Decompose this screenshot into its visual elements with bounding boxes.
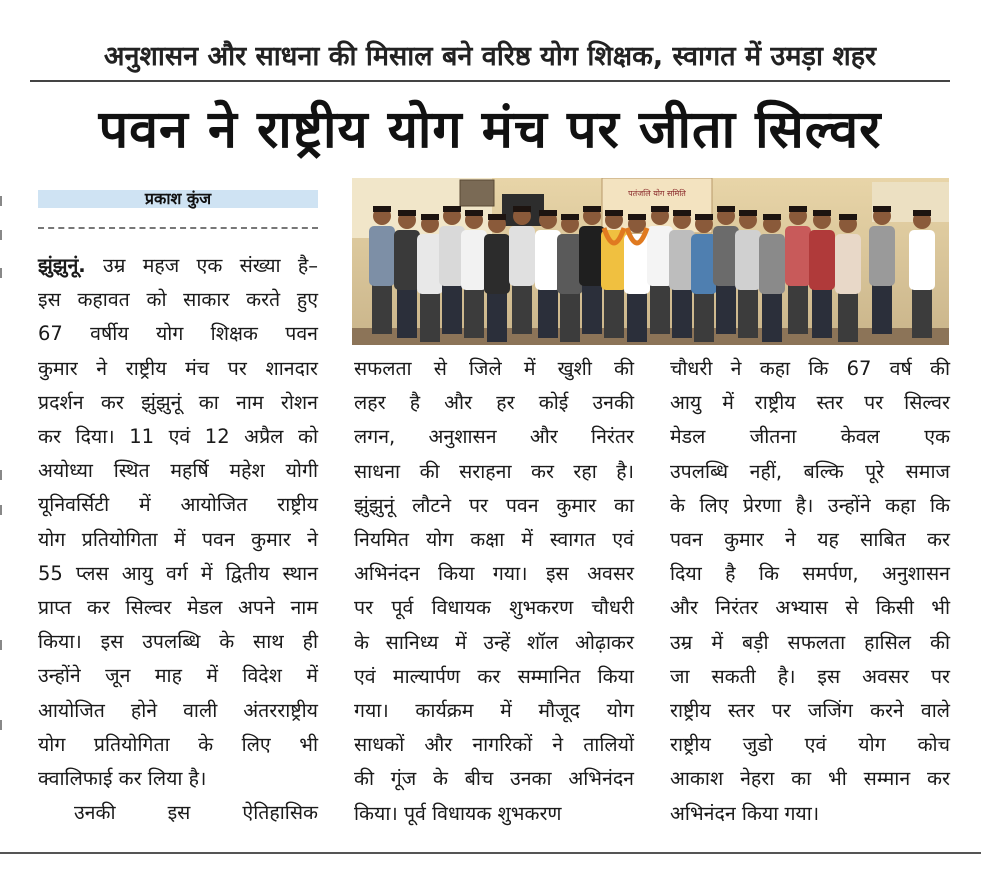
article-line: की गूंज के बीच उनका अभिनंदन	[354, 767, 634, 791]
article-line	[38, 694, 318, 728]
article-line	[38, 420, 318, 454]
article-text: कर दिया। 11 एवं 12 अप्रैल को	[38, 425, 318, 448]
margin-mark	[0, 196, 2, 206]
article-headline: पवन ने राष्ट्रीय योग मंच पर जीता सिल्वर	[98, 100, 882, 160]
margin-mark	[0, 505, 2, 515]
article-line: नियमित योग कक्षा में स्वागत एवं	[354, 528, 634, 551]
article-line: दिया है कि समर्पण, अनुशासन	[670, 562, 950, 586]
article-text: किया। इस उपलब्धि के साथ ही	[38, 630, 318, 654]
article-line: गया। कार्यक्रम में मौजूद योग	[354, 699, 634, 722]
kicker-divider	[30, 80, 950, 82]
article-line: जा सकती है। इस अवसर पर	[670, 664, 950, 688]
article-line	[38, 659, 318, 693]
article-line: उम्र में बड़ी सफलता हासिल की	[670, 630, 950, 654]
article-line: राष्ट्रीय जुडो एवं योग कोच	[670, 733, 950, 757]
article-line: और निरंतर अभ्यास से किसी भी	[670, 596, 950, 620]
article-line: एवं माल्यार्पण कर सम्मानित किया	[354, 664, 634, 688]
article-line: पवन कुमार ने यह साबित कर	[670, 528, 950, 551]
article-line: झुंझुनूं लौटने पर पवन कुमार का	[354, 493, 634, 517]
article-text: यूनिवर्सिटी में आयोजित राष्ट्रीय	[38, 493, 318, 517]
article-text: प्राप्त कर सिल्वर मेडल अपने नाम	[38, 596, 318, 619]
article-text: 55 प्लस आयु वर्ग में द्वितीय स्थान	[38, 561, 318, 585]
article-text: इस कहावत को साकार करते हुए	[38, 288, 318, 312]
previous-article-cutoff	[0, 0, 981, 8]
article-line: साधकों और नागरिकों ने तालियों	[354, 733, 634, 757]
article-text: उम्र महज एक संख्या है–	[85, 254, 318, 277]
article-line: आकाश नेहरा का भी सम्मान कर	[670, 767, 950, 791]
article-line: उपलब्धि नहीं, बल्कि पूरे समाज	[670, 459, 950, 483]
article-line: राष्ट्रीय स्तर पर जजिंग करने वाले	[670, 699, 950, 722]
article-line: साधना की सराहना कर रहा है।	[354, 459, 634, 483]
article-line: लगन, अनुशासन और निरंतर	[354, 425, 634, 449]
article-line: लहर है और हर कोई उनकी	[354, 391, 634, 415]
article-line	[38, 386, 318, 420]
byline: प्रकाश कुंज	[38, 190, 318, 208]
article-text: आयोजित होने वाली अंतरराष्ट्रीय	[38, 698, 318, 722]
article-text: प्रदर्शन कर झुंझुनूं का नाम रोशन	[38, 390, 318, 414]
article-line	[38, 249, 318, 283]
group-photo-illustration	[352, 178, 949, 345]
article-line	[38, 796, 318, 830]
article-line	[38, 728, 318, 762]
article-text: अयोध्या स्थित महर्षि महेश योगी	[38, 459, 318, 483]
margin-mark	[0, 470, 2, 480]
article-line	[38, 591, 318, 625]
article-line: के सानिध्य में उन्हें शॉल ओढ़ाकर	[354, 630, 634, 654]
article-text: योग प्रतियोगिता में पवन कुमार ने	[38, 527, 318, 551]
article-line: आयु में राष्ट्रीय स्तर पर सिल्वर	[670, 391, 950, 415]
article-line	[38, 352, 318, 386]
margin-mark	[0, 268, 2, 278]
article-kicker: अनुशासन और साधना की मिसाल बने वरिष्ठ योग शिक्षक, स्वागत में उमड़ा शहर	[103, 41, 877, 72]
bottom-divider	[0, 852, 981, 854]
article-text: कुमार ने राष्ट्रीय मंच पर शानदार	[38, 356, 318, 380]
article-line	[38, 488, 318, 522]
article-text: योग प्रतियोगिता के लिए भी	[38, 732, 318, 756]
article-text: उनकी इस ऐतिहासिक	[74, 801, 318, 825]
article-line	[38, 317, 318, 351]
margin-mark	[0, 720, 2, 730]
article-line: सफलता से जिले में खुशी की	[354, 357, 634, 380]
article-text: उन्होंने जून माह में विदेश में	[38, 664, 318, 688]
article-line: अभिनंदन किया गया। इस अवसर	[354, 562, 634, 586]
article-line	[38, 625, 318, 659]
dateline: झुंझुनूं.	[38, 254, 86, 277]
article-text: क्वालिफाई कर लिया है।	[38, 767, 207, 790]
article-text: 67 वर्षीय योग शिक्षक पवन	[38, 322, 318, 346]
article-line: चौधरी ने कहा कि 67 वर्ष की	[670, 357, 950, 380]
margin-mark	[0, 640, 2, 650]
margin-mark	[0, 230, 2, 240]
article-line: किया। पूर्व विधायक शुभकरण	[354, 801, 562, 825]
article-line: पर पूर्व विधायक शुभकरण चौधरी	[354, 596, 634, 620]
byline-divider	[38, 227, 318, 229]
article-line	[38, 283, 318, 317]
event-photo	[352, 178, 949, 345]
article-line	[38, 523, 318, 557]
article-line	[38, 454, 318, 488]
article-line: अभिनंदन किया गया।	[670, 801, 820, 825]
photo-banner-text: पतंजलि योग समिति	[628, 189, 686, 198]
article-line: के लिए प्रेरणा है। उन्होंने कहा कि	[670, 493, 950, 517]
article-line: मेडल जीतना केवल एक	[670, 425, 950, 449]
article-line	[38, 762, 318, 796]
article-line	[38, 557, 318, 591]
